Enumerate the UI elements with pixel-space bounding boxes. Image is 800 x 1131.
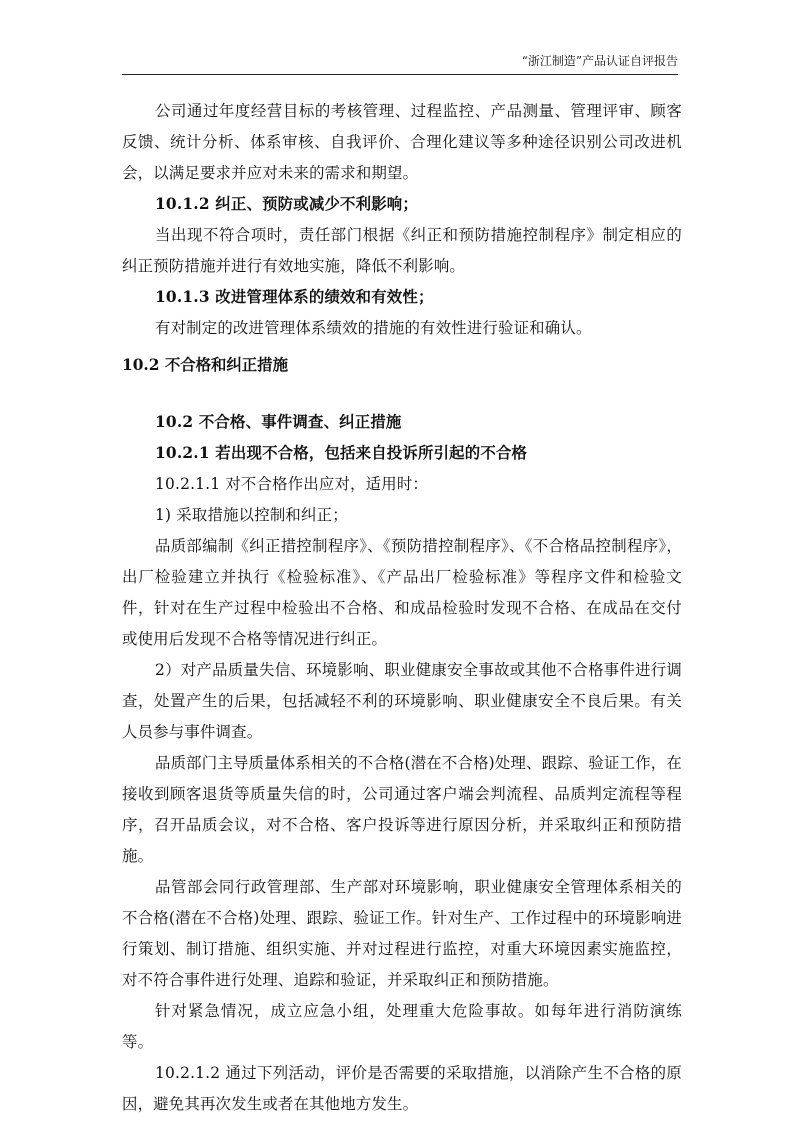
paragraph: 10.2.1.1 对不合格作出应对，适用时： bbox=[155, 475, 429, 493]
page-header bbox=[122, 52, 678, 75]
subsection-heading: 10.2.1 若出现不合格，包括来自投诉所引起的不合格 bbox=[155, 444, 528, 462]
paragraph: 针对紧急情况，成立应急小组，处理重大危险事故。如每年进行消防演练等。 bbox=[122, 1002, 682, 1051]
header-title: “浙江制造”产品认证自评报告 bbox=[521, 54, 678, 68]
paragraph: 品质部门主导质量体系相关的不合格(潜在不合格)处理、跟踪、验证工作，在接收到顾客退货等质量失信的时，公司通过客户端会判流程、品质判定流程等程序，召开品质会议，对不合格、客户投诉等进行原因分析，并采取纠正和预防措施。 bbox=[122, 754, 682, 865]
paragraph: 品质部编制《纠正措控制程序》、《预防措控制程序》、《不合格品控制程序》，出厂检验建立并执行《检验标准》、《产品出厂检验标准》等程序文件和检验文件，针对在生产过程中检验出不合格、和成品检验时发现不合格、在成品在交付或使用后发现不合格等情况进行纠正。 bbox=[122, 537, 682, 648]
subsection-heading: 10.1.2 纠正、预防或减少不利影响； bbox=[155, 195, 418, 213]
paragraph: 品管部会同行政管理部、生产部对环境影响，职业健康安全管理体系相关的不合格(潜在不合格)处理、跟踪、验证工作。针对生产、工作过程中的环境影响进行策划、制订措施、组织实施、并对过程进行监控，对重大环境因素实施监控，对不符合事件进行处理、追踪和验证，并采取纠正和预防措施。 bbox=[122, 878, 682, 989]
paragraph: 公司通过年度经营目标的考核管理、过程监控、产品测量、管理评审、顾客反馈、统计分析、体系审核、自我评价、合理化建议等多种途径识别公司改进机会，以满足要求并应对未来的需求和期望。 bbox=[122, 102, 682, 182]
paragraph: 当出现不符合项时，责任部门根据《纠正和预防措施控制程序》制定相应的纠正预防措施并进行有效地实施，降低不利影响。 bbox=[122, 226, 682, 275]
subsection-heading: 10.1.3 改进管理体系的绩效和有效性； bbox=[155, 288, 434, 306]
paragraph: 10.2.1.2 通过下列活动，评价是否需要的采取措施，以消除产生不合格的原因，避免其再次发生或者在其他地方发生。 bbox=[122, 1064, 682, 1113]
section-heading: 10.2 不合格和纠正措施 bbox=[122, 356, 288, 374]
list-item: 2）对产品质量失信、环境影响、职业健康安全事故或其他不合格事件进行调查，处置产生的后果，包括减轻不利的环境影响、职业健康安全不良后果。有关人员参与事件调查。 bbox=[122, 661, 682, 741]
document-body bbox=[122, 96, 682, 1120]
paragraph: 有对制定的改进管理体系绩效的措施的有效性进行验证和确认。 bbox=[155, 319, 592, 337]
list-item: 1) 采取措施以控制和纠正； bbox=[155, 506, 348, 524]
subsection-heading: 10.2 不合格、事件调查、纠正措施 bbox=[155, 413, 402, 431]
